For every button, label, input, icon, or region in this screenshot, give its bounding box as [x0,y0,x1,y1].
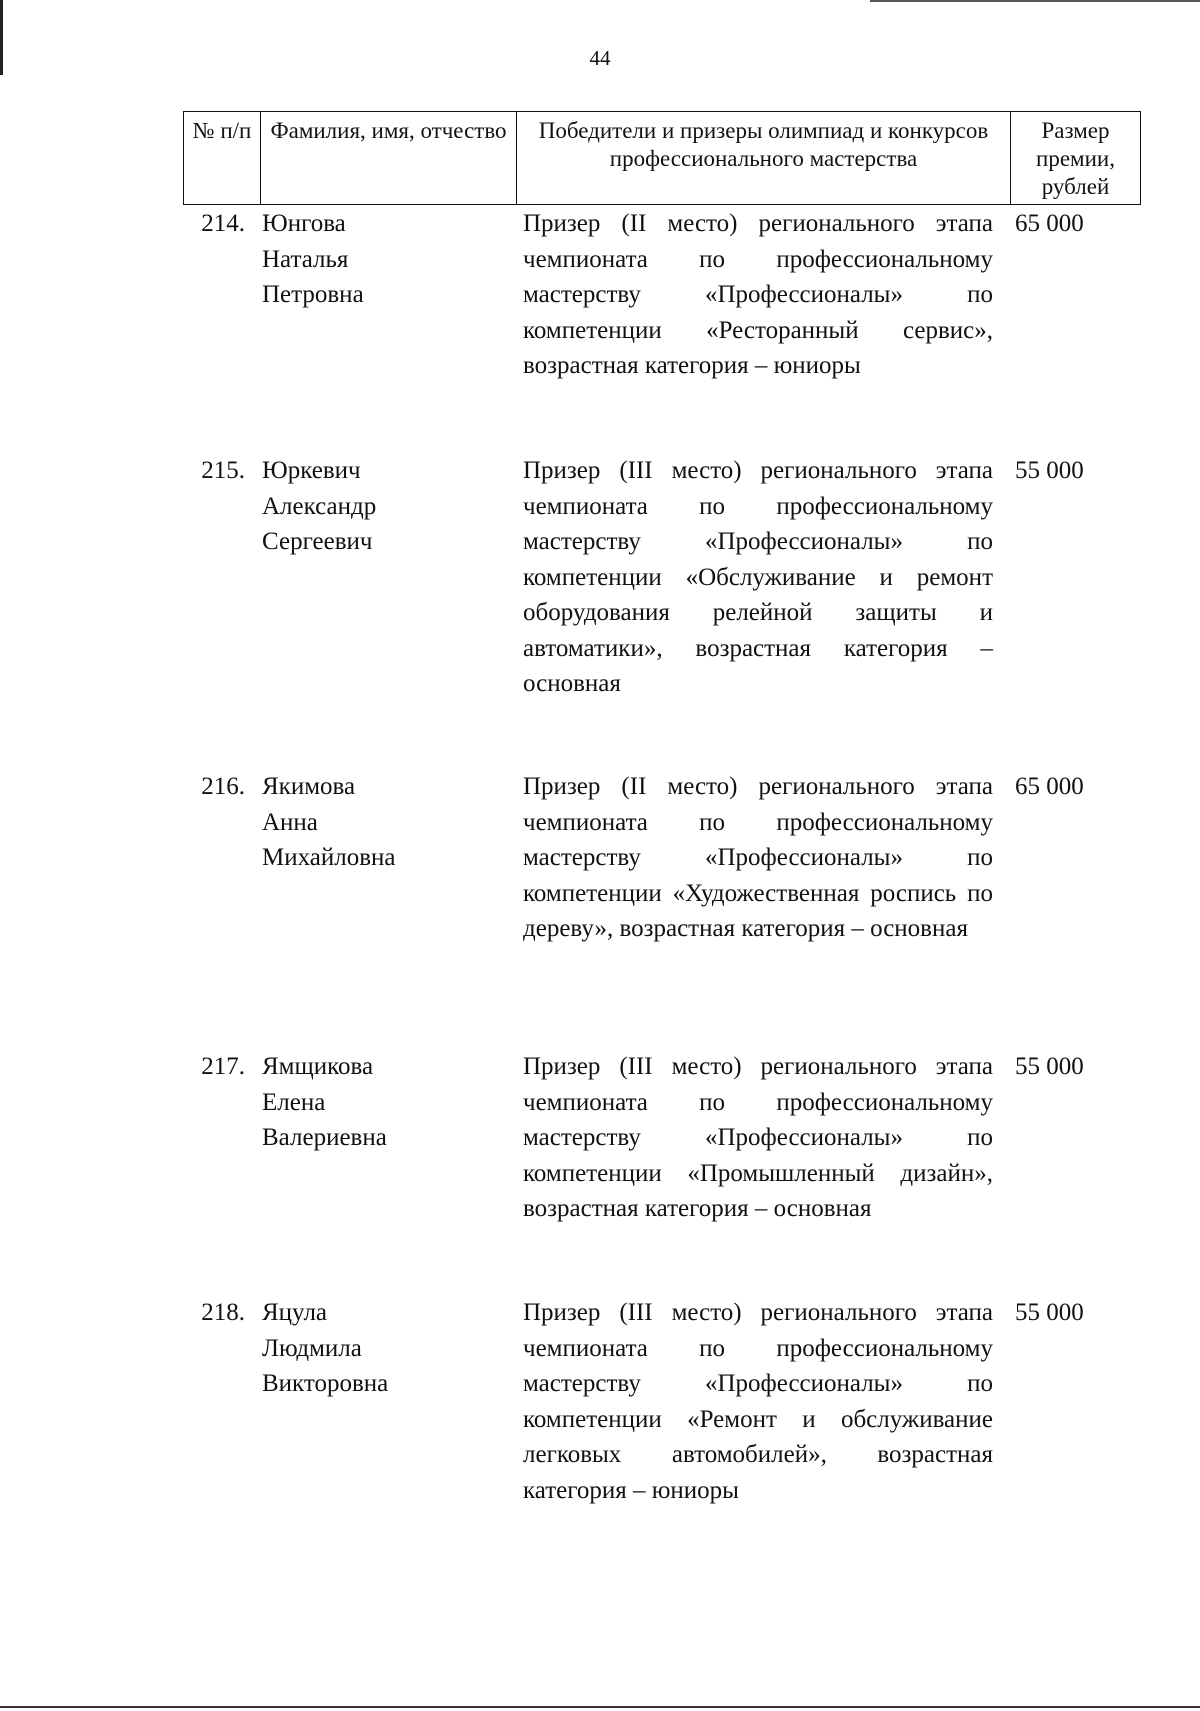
entry-full-name [262,769,502,876]
entry-first-name: Александр [262,492,377,520]
entry-full-name [262,206,502,313]
entry-surname: Ямщикова [262,1053,374,1080]
entry-surname: Яцула [262,1299,328,1326]
entry-patronymic: Михайловна [262,844,396,871]
entry-first-name: Елена [262,1088,326,1116]
header-prize-column: Размер премии, рублей [1011,112,1141,205]
entry-first-name: Анна [262,808,318,836]
header-name-column: Фамилия, имя, отчество [261,112,517,205]
entry-number: 218. [201,1299,245,1326]
entry-prize: 65 000 [1015,773,1084,800]
table-header-row [184,112,1141,205]
entry-number: 215. [201,457,245,484]
page-number: 44 [589,46,611,70]
entry-surname: Якимова [262,773,356,800]
entry-description: Призер (III место) регионального этапа чемпионата по профессиональному мастерству «Профессионалы» по компетенции «Ремонт и обслуживание легковых автомобилей», возрастная категория – юниоры [523,1299,993,1504]
entry-description: Призер (II место) регионального этапа чемпионата по профессиональному мастерству «Профессионалы» по компетенции «Ресторанный сервис», возрастная категория – юниоры [523,210,993,379]
entry-full-name [262,1049,502,1156]
entry-first-name: Людмила [262,1334,362,1362]
entry-full-name [262,453,502,560]
entry-patronymic: Сергеевич [262,528,373,555]
entry-full-name [262,1295,502,1402]
scan-edge-bottom [0,1706,1200,1708]
entry-surname: Юнгова [262,210,346,237]
entry-patronymic: Петровна [262,281,364,308]
entry-patronymic: Валериевна [262,1124,387,1151]
table-header [183,111,1141,205]
entry-description: Призер (III место) регионального этапа чемпионата по профессиональному мастерству «Профессионалы» по компетенции «Обслуживание и ремонт оборудования релейной защиты и автоматики», возрастная категория – основная [523,457,993,697]
header-description-column: Победители и призеры олимпиад и конкурсов профессионального мастерства [517,112,1011,205]
scan-edge-top [870,0,1200,2]
entry-prize: 55 000 [1015,1299,1084,1326]
entry-prize: 55 000 [1015,1053,1084,1080]
entry-prize: 55 000 [1015,457,1084,484]
entry-description: Призер (II место) регионального этапа чемпионата по профессиональному мастерству «Профессионалы» по компетенции «Художественная роспись по дереву», возрастная категория – основная [523,773,993,942]
entry-number: 214. [201,210,245,237]
entry-number: 217. [201,1053,245,1080]
entry-surname: Юркевич [262,457,361,484]
entry-number: 216. [201,773,245,800]
entry-patronymic: Викторовна [262,1370,389,1397]
entry-first-name: Наталья [262,245,349,273]
entry-description: Призер (III место) регионального этапа чемпионата по профессиональному мастерству «Профессионалы» по компетенции «Промышленный дизайн», возрастная категория – основная [523,1053,993,1222]
header-num-column: № п/п [184,112,261,205]
entry-prize: 65 000 [1015,210,1084,237]
